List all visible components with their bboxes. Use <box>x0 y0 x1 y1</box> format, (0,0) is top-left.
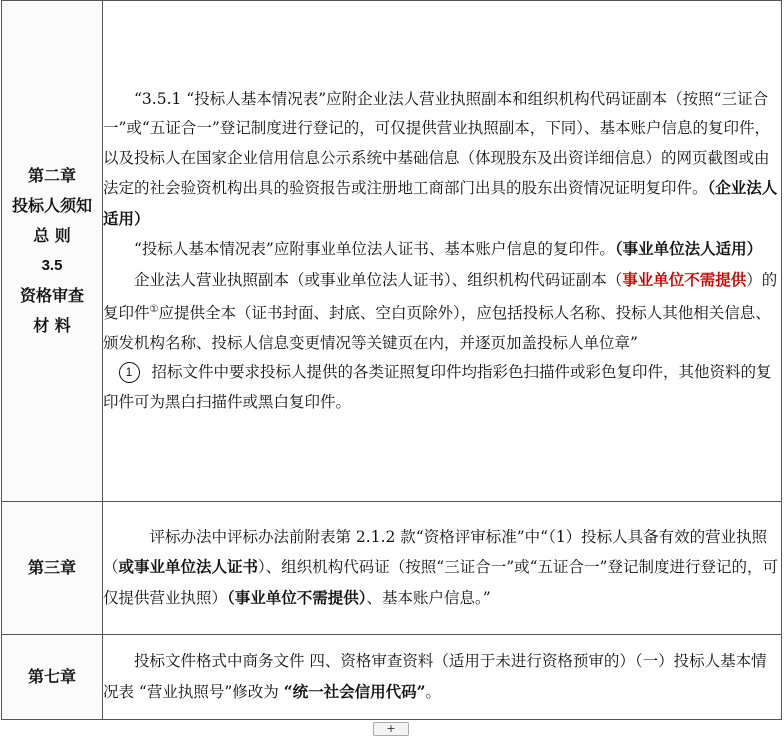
paragraph-text: 评标办法中评标办法前附表第 2.1.2 款“资格评审标准”中“（1）投标人具备有效的营业执照（ <box>103 527 768 577</box>
amendment-table <box>1 0 782 720</box>
paragraph-text: “投标人基本情况表”应附事业单位法人证书、基本账户信息的复印件。 <box>134 240 615 259</box>
add-row-button[interactable]: + <box>373 722 409 736</box>
bold-text: （事业单位不需提供） <box>227 587 367 607</box>
paragraph-text: 企业法人营业执照副本（或事业单位法人证书）、组织机构代码证副本（ <box>134 270 623 289</box>
bold-text: “统一社会信用代码” <box>283 681 426 701</box>
paragraph <box>103 647 781 707</box>
chapter-label: 第二章 <box>27 166 76 185</box>
bold-text: 或事业单位法人证书 <box>118 557 259 577</box>
clause-title-line-1: 资格审查 <box>19 286 84 305</box>
table-row <box>2 1 782 502</box>
paragraph <box>103 265 781 359</box>
paragraph-text: 、基本账户信息。” <box>366 588 491 607</box>
highlight-red-text: 事业单位不需提供 <box>622 269 747 289</box>
row-content-cell <box>103 635 782 720</box>
footnote-number-badge: 1 <box>119 362 140 383</box>
applicability-note: （企业法人适用） <box>103 178 778 228</box>
paragraph-text: ）、组织机构代码证（按照“三证合一”或“五证合一”登记制度进行登记的，可仅提供营业执照） <box>103 558 778 607</box>
table-row <box>2 635 782 720</box>
clause-number: 3.5 <box>41 257 63 274</box>
applicability-note: （事业单位法人适用） <box>614 239 763 259</box>
row-heading-cell <box>2 502 103 635</box>
row-content-cell <box>103 1 782 502</box>
chapter-label: 第三章 <box>27 558 76 577</box>
paragraph <box>103 523 781 614</box>
paragraph-text: ）的复印件 <box>103 270 778 323</box>
section-subtitle: 总 则 <box>33 226 71 245</box>
footnote-marker: ① <box>149 304 159 316</box>
paragraph <box>103 234 781 265</box>
row-content-cell <box>103 502 782 635</box>
row-heading-cell <box>2 1 103 502</box>
row-heading-cell <box>2 635 103 720</box>
paragraph-text: 。 <box>425 682 442 701</box>
footnote-text: 招标文件中要求投标人提供的各类证照复印件均指彩色扫描件或彩色复印件，其他资料的复印件可为黑白扫描件或黑白复印件。 <box>103 363 772 411</box>
section-title: 投标人须知 <box>11 196 92 215</box>
footnote <box>103 358 781 417</box>
table-row <box>2 502 782 635</box>
paragraph-text: 投标文件格式中商务文件 四、资格审查资料（适用于未进行资格预审的）（一）投标人基本情况表 “营业执照号”修改为 <box>103 652 767 701</box>
paragraph-text: “3.5.1 “投标人基本情况表”应附企业法人营业执照副本和组织机构代码证副本（按照“三证合一”或“五证合一”登记制度进行登记的，可仅提供营业执照副本，下同）、基本账户信息的复印件，以及投标人在国家企业信用信息公示系统中基础信息（体现股东及出资详细信息）的网页截图或由法定的社会验资机构出具的验资报告或注册地工商部门出具的股东出资情况证明复印件。 <box>103 89 771 198</box>
paragraph-text: 应提供全本（证书封面、封底、空白页除外），应包括投标人名称、投标人其他相关信息、颁发机构名称、投标人信息变更情况等关键页在内，并逐页加盖投标人单位章” <box>103 304 771 352</box>
chapter-label: 第七章 <box>27 667 76 686</box>
paragraph <box>103 85 781 235</box>
clause-title-line-2: 材 料 <box>33 316 71 335</box>
